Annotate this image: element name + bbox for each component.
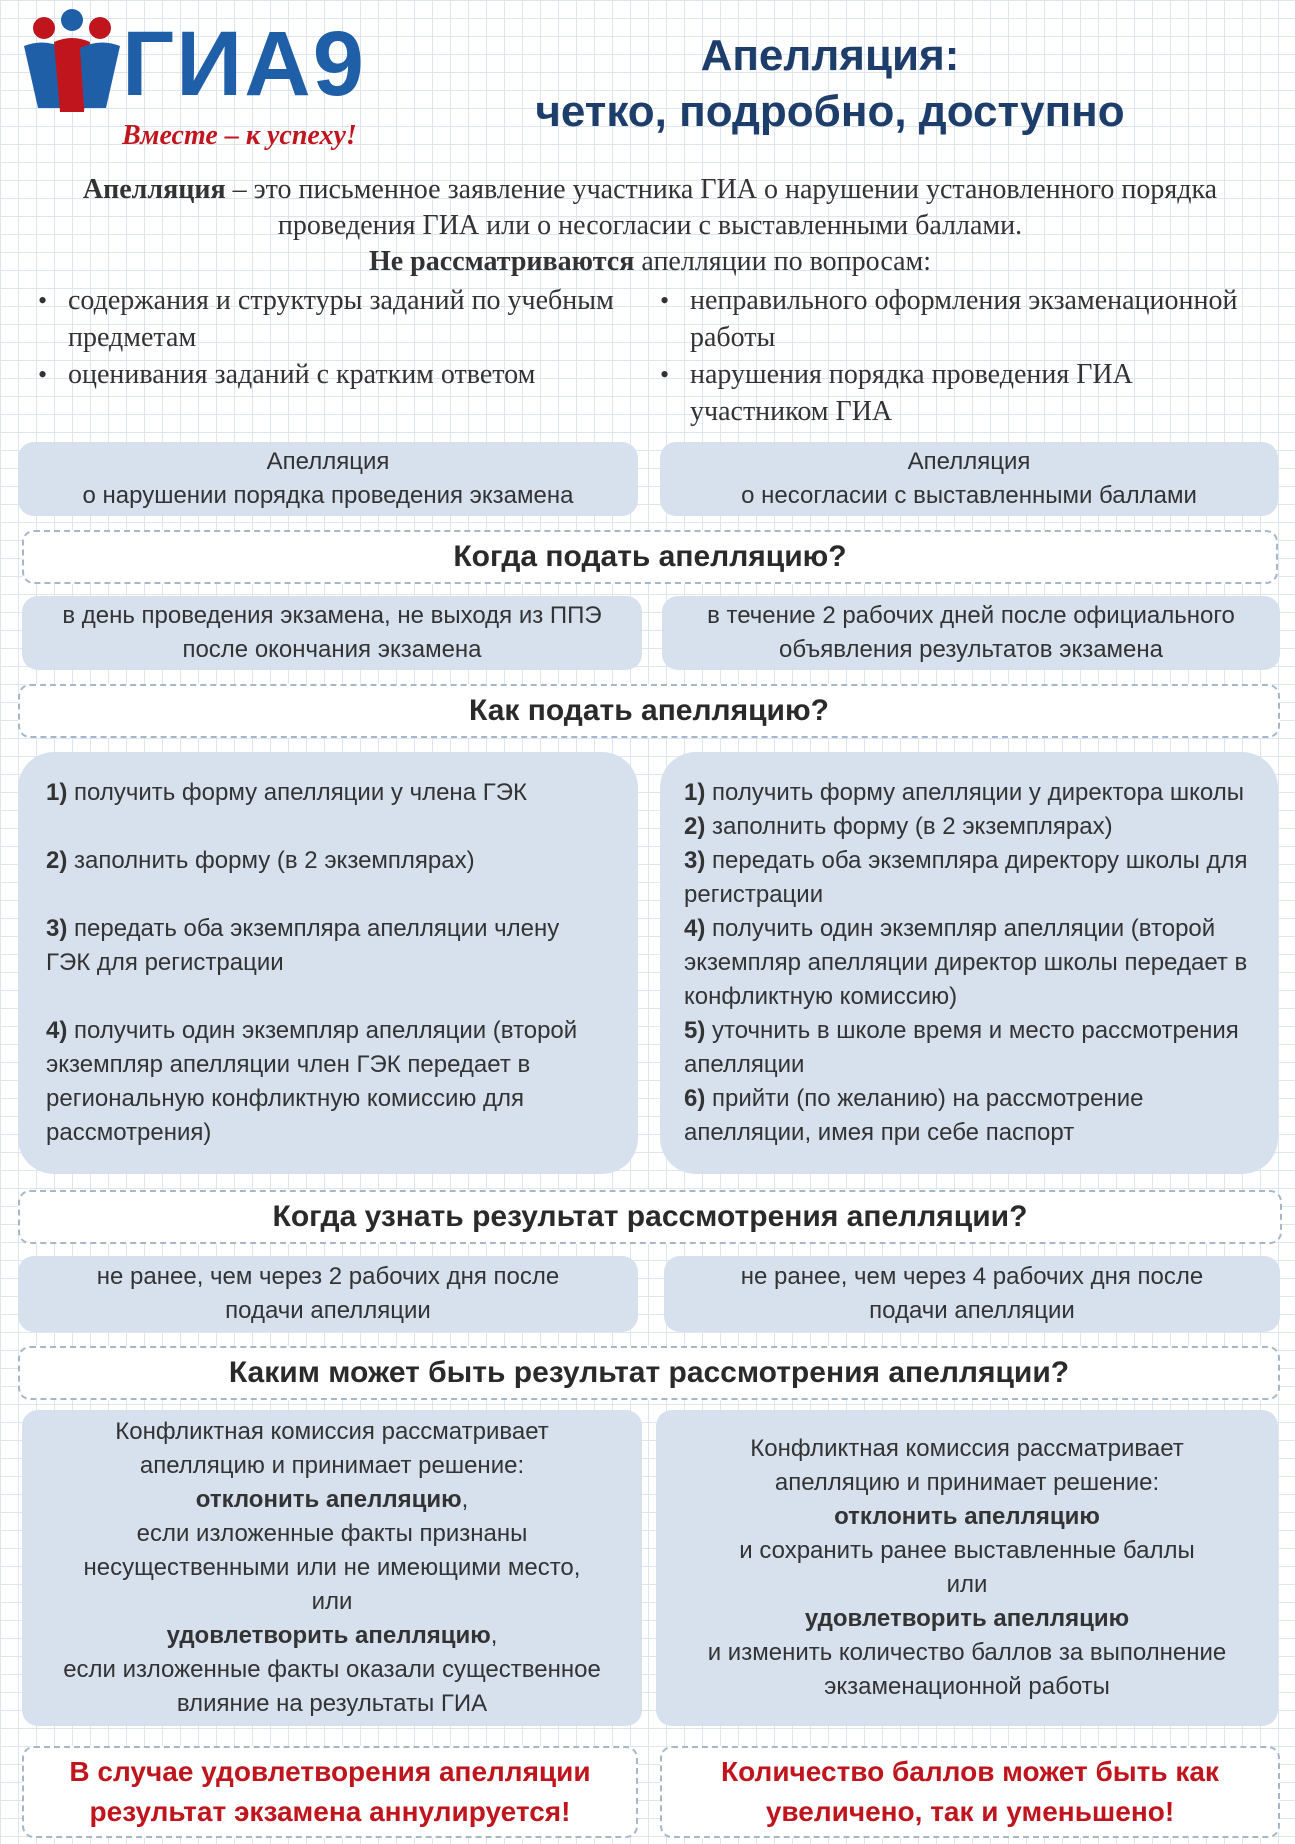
step-item: 5) уточнить в школе время и место рассмотрения апелляции (684, 1017, 1239, 1078)
result-reject-reason: и сохранить ранее выставленные баллы (739, 1537, 1195, 1564)
how-submit-left (18, 752, 638, 1174)
section-when-result: Когда узнать результат рассмотрения апелляции? (18, 1190, 1282, 1244)
when-submit-right: в течение 2 рабочих дней после официального объявления результатов экзамена (662, 596, 1280, 670)
note-annulment: В случае удовлетворения апелляции результат экзамена аннулируется! (22, 1746, 638, 1838)
when-result-right: не ранее, чем через 4 рабочих дня после подачи апелляции (664, 1256, 1280, 1332)
result-intro: Конфликтная комиссия рассматривает апелляцию и принимает решение: (750, 1435, 1184, 1496)
list-item: • неправильного оформления экзаменационной работы (656, 282, 1276, 356)
when-result-left: не ранее, чем через 2 рабочих дня после подачи апелляции (18, 1256, 638, 1332)
gia9-logo (14, 8, 404, 158)
step-item: 6) прийти (по желанию) на рассмотрение апелляции, имея при себе паспорт (684, 1085, 1144, 1146)
logo-name: ГИА9 (122, 13, 366, 115)
result-accept: удовлетворить апелляцию (804, 1605, 1130, 1632)
note-score-change: Количество баллов может быть как увеличено, так и уменьшено! (660, 1746, 1280, 1838)
when-submit-left: в день проведения экзамена, не выходя из ППЭ после окончания экзамена (22, 596, 642, 670)
intro-term: Апелляция (82, 174, 226, 205)
section-what-result: Каким может быть результат рассмотрения апелляции? (18, 1346, 1280, 1400)
section-how-submit: Как подать апелляцию? (18, 684, 1280, 738)
list-item: • содержания и структуры заданий по учебным предметам (34, 282, 654, 356)
step-item: 3) передать оба экземпляра директору школы для регистрации (684, 847, 1248, 908)
not-considered-rest: апелляции по вопросам: (634, 246, 932, 277)
list-item: • нарушения порядка проведения ГИА участником ГИА (656, 356, 1276, 430)
result-intro: Конфликтная комиссия рассматривает апелляцию и принимает решение: (115, 1418, 549, 1479)
step-item: 2) заполнить форму (в 2 экземплярах) (46, 847, 475, 874)
result-or: или (946, 1571, 988, 1598)
appeal-type-desc: о несогласии с выставленными баллами (741, 482, 1197, 509)
step-item: 1) получить форму апелляции у члена ГЭК (46, 779, 527, 806)
appeal-type-label: Апелляция (907, 448, 1031, 475)
how-submit-right (660, 752, 1278, 1174)
section-when-submit: Когда подать апелляцию? (22, 530, 1278, 584)
bullets-left (34, 282, 654, 393)
result-reject-reason: если изложенные факты признаны несущественными или не имеющими место, (83, 1520, 581, 1581)
step-item: 1) получить форму апелляции у директора школы (684, 779, 1244, 806)
page-title-line2: четко, подробно, доступно (535, 87, 1125, 136)
appeal-type-scores (660, 442, 1278, 516)
result-reject: отклонить апелляцию, (195, 1486, 469, 1513)
what-result-right (656, 1410, 1278, 1726)
intro-definition: – это письменное заявление участника ГИА о нарушении установленного порядка проведения ГИА или о несогласии с выставленными баллами. (225, 174, 1218, 241)
appeal-type-procedure (18, 442, 638, 516)
bullets-right (656, 282, 1276, 430)
step-item: 3) передать оба экземпляра апелляции члену ГЭК для регистрации (46, 915, 560, 976)
step-item: 4) получить один экземпляр апелляции (второй экземпляр апелляции директор школы передает в конфликтную комиссию) (684, 915, 1248, 1010)
appeal-type-label: Апелляция (266, 448, 390, 475)
result-or: или (311, 1588, 353, 1615)
step-item: 2) заполнить форму (в 2 экземплярах) (684, 813, 1113, 840)
appeal-type-desc: о нарушении порядка проведения экзамена (82, 482, 574, 509)
logo-slogan: Вместе – к успеху! (122, 120, 357, 151)
list-item: • оценивания заданий с кратким ответом (34, 356, 654, 393)
step-item: 4) получить один экземпляр апелляции (второй экземпляр апелляции член ГЭК передает в региональную конфликтную комиссию для рассмотрения) (46, 1017, 578, 1146)
result-accept-reason: если изложенные факты оказали существенное влияние на результаты ГИА (63, 1656, 601, 1717)
page-title-line1: Апелляция: (700, 31, 960, 80)
intro-paragraph (30, 172, 1270, 280)
not-considered-bold: Не рассматриваются (368, 246, 635, 277)
what-result-left (22, 1410, 642, 1726)
result-accept: удовлетворить апелляцию, (166, 1622, 498, 1649)
result-reject: отклонить апелляцию (834, 1503, 1100, 1530)
result-accept-reason: и изменить количество баллов за выполнение экзаменационной работы (707, 1639, 1227, 1700)
logo-figures-icon (14, 8, 124, 118)
